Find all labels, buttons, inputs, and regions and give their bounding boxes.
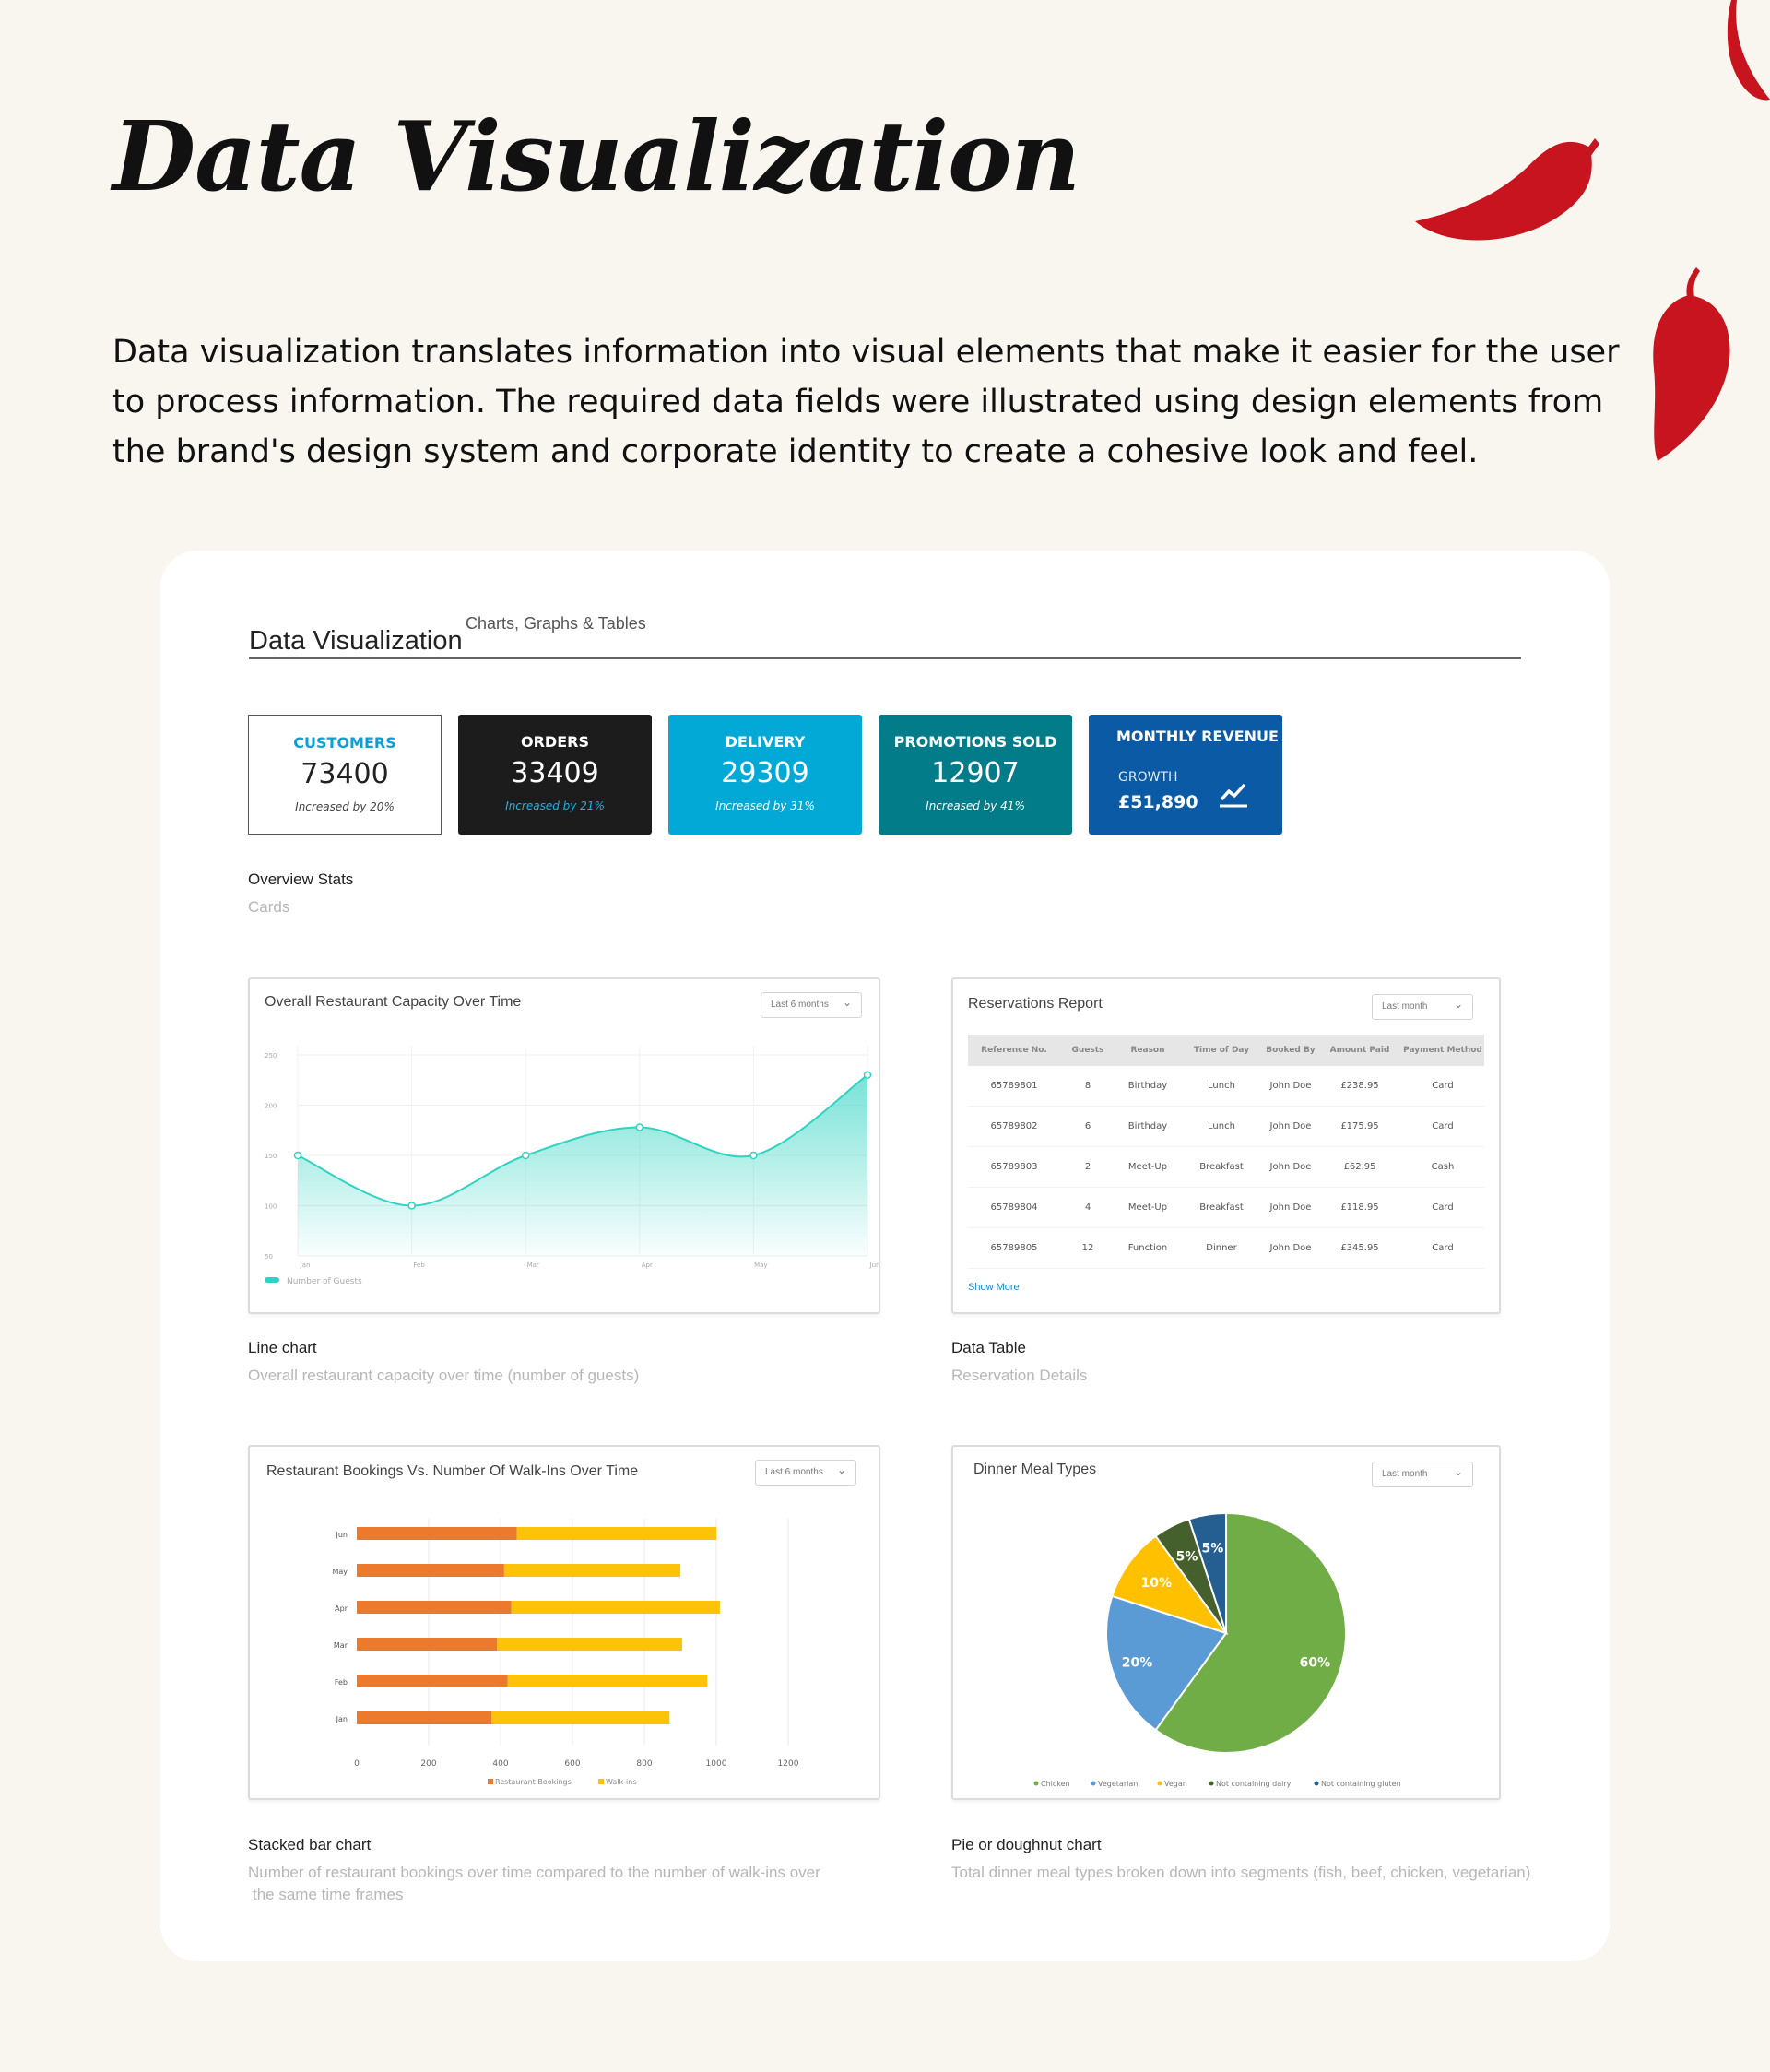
x-tick-label: May bbox=[754, 1261, 768, 1269]
bar-segment[interactable] bbox=[357, 1564, 504, 1577]
caption-pie: Pie or doughnut chart bbox=[951, 1836, 1102, 1853]
legend-label: Vegan bbox=[1164, 1780, 1187, 1788]
cell: £238.95 bbox=[1340, 1081, 1379, 1091]
legend-label: Not containing gluten bbox=[1321, 1780, 1401, 1788]
legend-label: Not containing dairy bbox=[1216, 1780, 1292, 1788]
col-header[interactable]: Payment Method bbox=[1403, 1046, 1482, 1055]
range-value: Last 6 months bbox=[771, 1000, 829, 1010]
stat-value: 33409 bbox=[511, 757, 599, 789]
pie-chart-title: Dinner Meal Types bbox=[974, 1462, 1097, 1477]
data-point[interactable] bbox=[865, 1072, 871, 1078]
table-card bbox=[951, 977, 1501, 1314]
cell: John Doe bbox=[1269, 1243, 1312, 1253]
bar-segment[interactable] bbox=[357, 1675, 508, 1687]
stat-label: DELIVERY bbox=[725, 733, 806, 751]
cell: Breakfast bbox=[1199, 1162, 1244, 1172]
range-value: Last 6 months bbox=[765, 1467, 823, 1477]
legend-label: Number of Guests bbox=[287, 1277, 362, 1286]
chevron-down-icon: ⌄ bbox=[836, 1463, 846, 1476]
slice-label: 60% bbox=[1299, 1655, 1331, 1671]
cell: 65789801 bbox=[990, 1081, 1038, 1091]
col-header[interactable]: Booked By bbox=[1266, 1046, 1316, 1055]
table-row[interactable] bbox=[968, 1107, 1484, 1147]
panel-title: Data Visualization bbox=[249, 626, 463, 656]
stat-note: Increased by 41% bbox=[926, 799, 1025, 812]
stat-note: Increased by 20% bbox=[295, 800, 395, 813]
y-tick-label: May bbox=[332, 1568, 348, 1576]
y-tick-label: Jun bbox=[336, 1531, 348, 1539]
table-range-select[interactable] bbox=[1372, 994, 1473, 1020]
chevron-down-icon: ⌄ bbox=[842, 996, 852, 1009]
cell: Card bbox=[1432, 1081, 1454, 1091]
y-tick-label: 100 bbox=[265, 1202, 277, 1211]
col-header[interactable]: Reference No. bbox=[981, 1046, 1047, 1055]
chili-pepper-middle bbox=[1410, 136, 1599, 247]
x-tick-label: 600 bbox=[564, 1759, 581, 1769]
caption-table: Data Table bbox=[951, 1339, 1026, 1356]
line-chart-title: Overall Restaurant Capacity Over Time bbox=[265, 994, 522, 1010]
stat-value: 73400 bbox=[301, 758, 389, 790]
cell: 2 bbox=[1084, 1162, 1092, 1172]
cell: John Doe bbox=[1269, 1162, 1312, 1172]
growth-label: GROWTH bbox=[1118, 770, 1178, 785]
legend-swatch bbox=[1210, 1782, 1214, 1786]
data-point[interactable] bbox=[295, 1153, 301, 1159]
cell: Card bbox=[1432, 1243, 1454, 1253]
show-more-link[interactable]: Show More bbox=[968, 1282, 1020, 1293]
legend-swatch bbox=[1034, 1782, 1039, 1786]
caption-table-sub: Reservation Details bbox=[951, 1367, 1088, 1384]
legend-label: Walk-ins bbox=[606, 1778, 637, 1786]
cell: Cash bbox=[1431, 1162, 1455, 1172]
stat-label: MONTHLY REVENUE bbox=[1116, 728, 1279, 745]
caption-bar-sub-2: the same time frames bbox=[253, 1886, 404, 1903]
cell: 8 bbox=[1084, 1081, 1092, 1091]
stacked-bar-chart bbox=[250, 1493, 882, 1797]
bar-chart-title: Restaurant Bookings Vs. Number Of Walk-Ins Over Time bbox=[266, 1463, 639, 1479]
cell: Birthday bbox=[1127, 1121, 1168, 1131]
cell: £118.95 bbox=[1340, 1202, 1379, 1213]
cell: John Doe bbox=[1269, 1081, 1312, 1091]
cell: 6 bbox=[1084, 1121, 1092, 1131]
stat-value: 29309 bbox=[721, 757, 809, 789]
chevron-down-icon: ⌄ bbox=[1453, 998, 1463, 1011]
cell: £175.95 bbox=[1340, 1121, 1379, 1131]
x-tick-label: 1200 bbox=[777, 1759, 799, 1769]
cell: 65789802 bbox=[990, 1121, 1038, 1131]
x-tick-label: 200 bbox=[420, 1759, 437, 1769]
stat-label: CUSTOMERS bbox=[293, 734, 396, 752]
cell: Birthday bbox=[1127, 1081, 1168, 1091]
col-header[interactable]: Amount Paid bbox=[1329, 1046, 1390, 1055]
x-tick-label: Jan bbox=[300, 1261, 311, 1269]
stat-value: 12907 bbox=[931, 757, 1020, 789]
data-point[interactable] bbox=[750, 1153, 757, 1159]
col-header[interactable]: Time of Day bbox=[1193, 1046, 1250, 1055]
bar-segment[interactable] bbox=[491, 1711, 669, 1724]
legend-swatch bbox=[598, 1779, 604, 1784]
revenue-amount: £51,890 bbox=[1118, 792, 1198, 812]
legend-label: Restaurant Bookings bbox=[495, 1778, 572, 1786]
cell: John Doe bbox=[1269, 1121, 1312, 1131]
y-tick-label: 200 bbox=[265, 1102, 277, 1110]
legend-swatch bbox=[1158, 1782, 1162, 1786]
guests-area bbox=[298, 1075, 867, 1256]
range-value: Last month bbox=[1382, 1001, 1428, 1012]
y-tick-label: Apr bbox=[335, 1604, 348, 1613]
stat-card-orders[interactable] bbox=[458, 715, 652, 835]
range-value: Last month bbox=[1382, 1469, 1428, 1479]
bar-segment[interactable] bbox=[357, 1601, 512, 1614]
y-tick-label: Feb bbox=[334, 1678, 348, 1687]
bar-chart-card bbox=[248, 1445, 880, 1800]
cell: Lunch bbox=[1208, 1121, 1235, 1131]
caption-line: Line chart bbox=[248, 1339, 317, 1356]
bar-chart-range-select[interactable] bbox=[755, 1460, 856, 1486]
x-tick-label: Mar bbox=[526, 1261, 539, 1269]
bar-segment[interactable] bbox=[497, 1638, 682, 1651]
caption-bar-sub: Number of restaurant bookings over time compared to the number of walk-ins over bbox=[248, 1864, 820, 1881]
line-chart-card bbox=[248, 977, 880, 1314]
bar-segment[interactable] bbox=[517, 1527, 716, 1540]
cell: 12 bbox=[1081, 1243, 1094, 1253]
y-tick-label: 250 bbox=[265, 1052, 277, 1060]
x-tick-label: 400 bbox=[492, 1759, 509, 1769]
legend-swatch bbox=[1092, 1782, 1096, 1786]
x-tick-label: 1000 bbox=[705, 1759, 727, 1769]
slice-label: 10% bbox=[1140, 1575, 1173, 1591]
cell: Function bbox=[1127, 1243, 1168, 1253]
x-tick-label: Feb bbox=[413, 1261, 425, 1269]
cell: 65789804 bbox=[990, 1202, 1038, 1213]
slice-label: 5% bbox=[1175, 1549, 1198, 1565]
bar-segment[interactable] bbox=[357, 1711, 491, 1724]
intro-paragraph: Data visualization translates information into visual elements that make it easier for the user to process information. The required data fields were illustrated using design elements from the brand's design system and corporate identity to create a cohesive look and feel. bbox=[112, 334, 1620, 470]
data-point[interactable] bbox=[408, 1202, 415, 1209]
table-row[interactable] bbox=[968, 1066, 1484, 1107]
cell: 65789805 bbox=[990, 1243, 1038, 1253]
slice-label: 5% bbox=[1201, 1541, 1224, 1557]
bar-segment[interactable] bbox=[504, 1564, 680, 1577]
table-title: Reservations Report bbox=[968, 996, 1103, 1012]
table-row[interactable] bbox=[968, 1228, 1484, 1269]
x-tick-label: 0 bbox=[354, 1759, 360, 1769]
x-tick-label: Jun bbox=[869, 1261, 880, 1269]
table-row[interactable] bbox=[968, 1147, 1484, 1188]
panel-header bbox=[249, 600, 1521, 659]
cell: 65789803 bbox=[990, 1162, 1038, 1172]
stat-card-promotions[interactable] bbox=[879, 715, 1072, 835]
bar-segment[interactable] bbox=[357, 1527, 517, 1540]
stat-note: Increased by 21% bbox=[505, 799, 605, 812]
data-point[interactable] bbox=[636, 1124, 643, 1131]
table-row[interactable] bbox=[968, 1188, 1484, 1228]
cell: £62.95 bbox=[1343, 1162, 1376, 1172]
stat-note: Increased by 31% bbox=[715, 799, 815, 812]
chevron-down-icon: ⌄ bbox=[1453, 1465, 1463, 1478]
bar-segment[interactable] bbox=[508, 1675, 707, 1687]
x-tick-label: Apr bbox=[641, 1261, 653, 1269]
legend-label: Chicken bbox=[1041, 1780, 1070, 1788]
cell: Breakfast bbox=[1199, 1202, 1244, 1213]
cell: 4 bbox=[1084, 1202, 1092, 1213]
line-chart bbox=[250, 1007, 882, 1311]
caption-overview-sub: Cards bbox=[248, 898, 290, 916]
slice-label: 20% bbox=[1121, 1655, 1153, 1671]
caption-line-sub: Overall restaurant capacity over time (number of guests) bbox=[248, 1367, 640, 1384]
data-point[interactable] bbox=[523, 1153, 529, 1159]
caption-bar: Stacked bar chart bbox=[248, 1836, 372, 1853]
legend-swatch bbox=[488, 1779, 493, 1784]
col-header[interactable]: Guests bbox=[1071, 1046, 1104, 1055]
reservations-table bbox=[968, 1035, 1484, 1269]
cell: Lunch bbox=[1208, 1081, 1235, 1091]
table-header-row bbox=[968, 1035, 1484, 1066]
pie-chart bbox=[953, 1484, 1503, 1797]
cell: £345.95 bbox=[1340, 1243, 1379, 1253]
cell: John Doe bbox=[1269, 1202, 1312, 1213]
cell: Meet-Up bbox=[1127, 1202, 1168, 1213]
chili-pepper-top-right bbox=[1724, 0, 1770, 103]
stat-card-monthly-revenue[interactable] bbox=[1089, 715, 1282, 835]
bar-segment[interactable] bbox=[357, 1638, 497, 1651]
legend-swatch bbox=[265, 1277, 279, 1283]
stat-card-customers[interactable] bbox=[248, 715, 442, 835]
caption-overview: Overview Stats bbox=[248, 870, 354, 888]
y-tick-label: 50 bbox=[265, 1253, 273, 1261]
trend-up-icon bbox=[1218, 777, 1249, 809]
cell: Dinner bbox=[1206, 1243, 1237, 1253]
stat-label: ORDERS bbox=[521, 733, 589, 751]
cell: Card bbox=[1432, 1202, 1454, 1213]
pie-chart-card bbox=[951, 1445, 1501, 1800]
bar-segment[interactable] bbox=[512, 1601, 720, 1614]
panel-subtitle: Charts, Graphs & Tables bbox=[466, 614, 646, 633]
dashboard-panel bbox=[160, 551, 1610, 1961]
y-tick-label: Mar bbox=[333, 1641, 348, 1650]
x-tick-label: 800 bbox=[636, 1759, 653, 1769]
legend-label: Vegetarian bbox=[1098, 1780, 1139, 1788]
caption-pie-sub: Total dinner meal types broken down into segments (fish, beef, chicken, vegetarian) bbox=[951, 1864, 1531, 1881]
col-header[interactable]: Reason bbox=[1130, 1046, 1165, 1055]
stat-label: PROMOTIONS SOLD bbox=[893, 733, 1057, 751]
stat-card-delivery[interactable] bbox=[668, 715, 862, 835]
cell: Card bbox=[1432, 1121, 1454, 1131]
cell: Meet-Up bbox=[1127, 1162, 1168, 1172]
legend-swatch bbox=[1315, 1782, 1319, 1786]
hero-title: Data Visualization bbox=[112, 100, 1080, 213]
y-tick-label: 150 bbox=[265, 1153, 277, 1160]
y-tick-label: Jan bbox=[336, 1715, 348, 1723]
